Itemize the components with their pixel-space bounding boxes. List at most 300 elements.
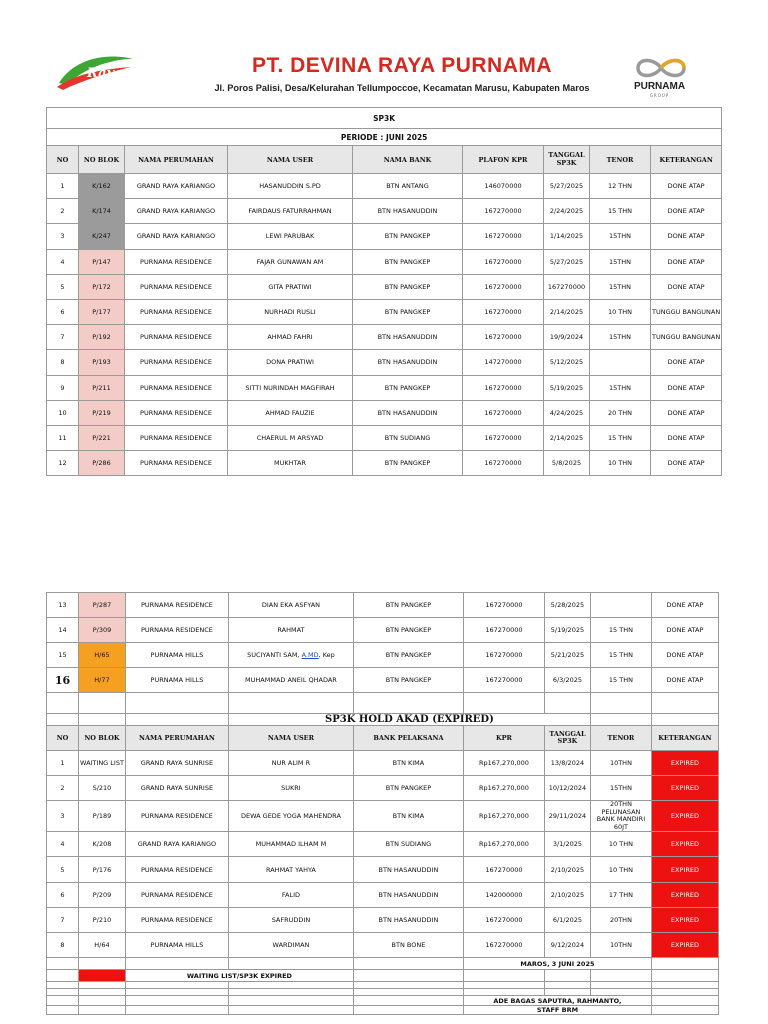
raya-logo: [55, 53, 135, 91]
cell-tenor: 20THN: [590, 907, 651, 932]
sp3k-table: [46, 107, 722, 476]
cell-keterangan: EXPIRED: [651, 832, 718, 857]
cell-tanggal-sp3k: 4/24/2025: [544, 400, 590, 425]
cell-tanggal-sp3k: 2/10/2025: [544, 857, 590, 882]
cell-nama-user: FALID: [228, 882, 353, 907]
cell-nama-user: [228, 643, 353, 668]
empty-cell: [79, 693, 126, 714]
cell-tenor: 10 THN: [590, 857, 651, 882]
cell-nama-user: NUR ALIM R: [228, 751, 353, 776]
cell-no-blok: P/210: [79, 907, 126, 932]
table-row: [47, 425, 722, 450]
cell-no: 6: [47, 299, 79, 324]
cell-bank: BTN PANGKEP: [353, 249, 463, 274]
cell-nama-perumahan: PURNAMA RESIDENCE: [125, 350, 228, 375]
cell-kpr: 167270000: [463, 451, 544, 476]
company-address: Jl. Poros Palisi, Desa/Kelurahan Tellumpoccoe, Kecamatan Marusu, Kabupaten Maros: [214, 83, 590, 93]
cell-tenor: 20 THN: [590, 400, 651, 425]
table-row: [47, 400, 722, 425]
cell-nama-perumahan: PURNAMA RESIDENCE: [125, 325, 228, 350]
col-header: NO: [47, 146, 79, 174]
cell-bank: BTN PANGKEP: [353, 451, 463, 476]
empty-cell: [651, 982, 718, 989]
cell-nama-user: SITTI NURINDAH MAGFIRAH: [228, 375, 353, 400]
empty-cell: [353, 996, 463, 1006]
cell-nama-perumahan: PURNAMA RESIDENCE: [125, 451, 228, 476]
empty-cell: [353, 982, 463, 989]
cell-nama-perumahan: PURNAMA RESIDENCE: [125, 618, 228, 643]
empty-cell: [125, 982, 228, 989]
empty-cell: [228, 958, 353, 970]
cell-kpr: Rp167,270,000: [463, 776, 544, 801]
cell-keterangan: TUNGGU BANGUNAN: [651, 299, 722, 324]
cell-tenor: 15THN: [590, 325, 651, 350]
cell-tenor: 15THN: [590, 224, 651, 249]
cell-kpr: Rp167,270,000: [463, 751, 544, 776]
signatory-names: ADE BAGAS SAPUTRA, RAHMANTO,: [463, 996, 651, 1006]
cell-no-blok: P/192: [79, 325, 125, 350]
cell-nama-perumahan: GRAND RAYA KARIANGO: [125, 832, 228, 857]
cell-tanggal-sp3k: 5/19/2025: [544, 618, 590, 643]
cell-nama-user: MUHAMMAD ANEIL QHADAR: [228, 668, 353, 693]
table-row: [47, 751, 719, 776]
raya-logo-text: Raya: [87, 66, 123, 81]
empty-cell: [47, 958, 79, 970]
table-row: [47, 801, 719, 832]
cell-tenor: 15THN: [590, 249, 651, 274]
empty-cell: [590, 982, 651, 989]
cell-keterangan: DONE ATAP: [651, 643, 718, 668]
cell-keterangan: DONE ATAP: [651, 274, 722, 299]
empty-cell: [79, 714, 126, 726]
empty-cell: [651, 1006, 718, 1015]
infinity-icon: [632, 56, 690, 80]
cell-tanggal-sp3k: 6/1/2025: [544, 907, 590, 932]
empty-cell: [463, 693, 544, 714]
cell-nama-user: LEWI PARUBAK: [228, 224, 353, 249]
cell-nama-user: RAHMAT: [228, 618, 353, 643]
sp3k-continued-table: [46, 592, 719, 1015]
cell-nama-perumahan: PURNAMA RESIDENCE: [125, 375, 228, 400]
table-row: [47, 249, 722, 274]
cell-tenor: 15 THN: [590, 668, 651, 693]
empty-cell: [79, 982, 126, 989]
cell-tanggal-sp3k: 5/8/2025: [544, 451, 590, 476]
cell-keterangan: EXPIRED: [651, 776, 718, 801]
cell-nama-user: SUKRI: [228, 776, 353, 801]
cell-no: 1: [47, 174, 79, 199]
cell-no: 15: [47, 643, 79, 668]
empty-cell: [544, 693, 590, 714]
legend-row: [47, 970, 719, 982]
table-row: [47, 299, 722, 324]
cell-bank: BTN PANGKEP: [353, 776, 463, 801]
cell-bank: BTN PANGKEP: [353, 593, 463, 618]
hold-title-row: [47, 714, 719, 726]
signatory-role-row: [47, 1006, 719, 1015]
cell-no-blok: H/77: [79, 668, 126, 693]
empty-cell: [47, 982, 79, 989]
legend-label: WAITING LIST/SP3K EXPIRED: [125, 970, 353, 982]
empty-cell: [651, 958, 718, 970]
user-degree-link[interactable]: A.MD: [301, 651, 319, 659]
cell-tenor: 15 THN: [590, 199, 651, 224]
col-header: NAMA PERUMAHAN: [125, 146, 228, 174]
hold-section-title: SP3K HOLD AKAD (EXPIRED): [228, 714, 590, 726]
empty-cell: [463, 970, 544, 982]
table-row: [47, 882, 719, 907]
cell-no: 8: [47, 350, 79, 375]
letterhead: [47, 48, 722, 106]
col-header: NO BLOK: [79, 726, 126, 751]
empty-cell: [125, 714, 228, 726]
empty-cell: [651, 714, 718, 726]
legend-red-swatch: [79, 970, 126, 982]
cell-nama-user: RAHMAT YAHYA: [228, 857, 353, 882]
cell-keterangan: DONE ATAP: [651, 199, 722, 224]
table-row: [47, 375, 722, 400]
cell-nama-user: DONA PRATIWI: [228, 350, 353, 375]
footer-date-row: [47, 958, 719, 970]
table-row: [47, 325, 722, 350]
cell-keterangan: EXPIRED: [651, 882, 718, 907]
cell-tanggal-sp3k: 19/9/2024: [544, 325, 590, 350]
cell-keterangan: DONE ATAP: [651, 400, 722, 425]
cell-kpr: 146070000: [463, 174, 544, 199]
cell-bank: BTN HASANUDDIN: [353, 857, 463, 882]
cell-no-blok: K/208: [79, 832, 126, 857]
empty-cell: [125, 958, 228, 970]
signatory-role: STAFF BRM: [463, 1006, 651, 1015]
cell-no: 2: [47, 199, 79, 224]
empty-cell: [228, 982, 353, 989]
cell-bank: BTN HASANUDDIN: [353, 907, 463, 932]
cell-keterangan: DONE ATAP: [651, 668, 718, 693]
spacer-row: [47, 693, 719, 714]
col-header: NO BLOK: [79, 146, 125, 174]
cell-bank: BTN ANTANG: [353, 174, 463, 199]
cell-keterangan: DONE ATAP: [651, 174, 722, 199]
cell-no: 12: [47, 451, 79, 476]
col-header: NAMA PERUMAHAN: [125, 726, 228, 751]
cell-kpr: 167270000: [463, 249, 544, 274]
empty-cell: [590, 714, 651, 726]
table-row: [47, 907, 719, 932]
cell-nama-user: MUKHTAR: [228, 451, 353, 476]
cell-tenor: 15 THN: [590, 618, 651, 643]
cell-no-blok: P/177: [79, 299, 125, 324]
cell-no-blok: P/193: [79, 350, 125, 375]
cell-kpr: 167270000: [463, 375, 544, 400]
cell-nama-perumahan: GRAND RAYA KARIANGO: [125, 199, 228, 224]
cell-nama-user: FAJAR GUNAWAN AM: [228, 249, 353, 274]
cell-no-blok: K/247: [79, 224, 125, 249]
cell-tenor: 10THN: [590, 933, 651, 958]
table-row: [47, 174, 722, 199]
cell-bank: BTN PANGKEP: [353, 224, 463, 249]
cell-nama-user: SAFRUDDIN: [228, 907, 353, 932]
empty-cell: [228, 1006, 353, 1015]
cell-no: 16: [47, 668, 79, 693]
cell-bank: BTN BONE: [353, 933, 463, 958]
cell-no-blok: K/162: [79, 174, 125, 199]
cell-no: 5: [47, 274, 79, 299]
cell-bank: BTN KIMA: [353, 801, 463, 832]
user-name-part: SUCIYANTI SAM,: [247, 651, 302, 659]
cell-nama-perumahan: PURNAMA HILLS: [125, 933, 228, 958]
cell-nama-perumahan: PURNAMA RESIDENCE: [125, 299, 228, 324]
cell-tenor: 15THN: [590, 375, 651, 400]
col-header: TANGGAL SP3K: [544, 726, 590, 751]
cell-nama-perumahan: GRAND RAYA KARIANGO: [125, 174, 228, 199]
table-row: [47, 643, 719, 668]
cell-nama-user: CHAERUL M ARSYAD: [228, 425, 353, 450]
cell-tanggal-sp3k: 5/19/2025: [544, 375, 590, 400]
cell-nama-user: GITA PRATIWI: [228, 274, 353, 299]
cell-keterangan: EXPIRED: [651, 801, 718, 832]
cell-tanggal-sp3k: 5/21/2025: [544, 643, 590, 668]
cell-kpr: 167270000: [463, 618, 544, 643]
cell-kpr: 167270000: [463, 907, 544, 932]
cell-kpr: 167270000: [463, 199, 544, 224]
cell-tenor: 12 THN: [590, 174, 651, 199]
cell-tanggal-sp3k: 5/28/2025: [544, 593, 590, 618]
cell-no-blok: P/221: [79, 425, 125, 450]
col-header: KETERANGAN: [651, 726, 718, 751]
report-period: PERIODE : JUNI 2025: [47, 129, 722, 146]
report-title: SP3K: [47, 108, 722, 129]
cell-nama-user: WARDIMAN: [228, 933, 353, 958]
empty-cell: [79, 1006, 126, 1015]
empty-cell: [79, 989, 126, 996]
cell-no: 11: [47, 425, 79, 450]
cell-kpr: 167270000: [463, 857, 544, 882]
cell-nama-user: NURHADI RUSLI: [228, 299, 353, 324]
cell-tanggal-sp3k: 3/1/2025: [544, 832, 590, 857]
hold-header-row: [47, 726, 719, 751]
table-row: [47, 776, 719, 801]
cell-no-blok: K/174: [79, 199, 125, 224]
cell-no: 6: [47, 882, 79, 907]
cell-no: 9: [47, 375, 79, 400]
cell-nama-perumahan: GRAND RAYA SUNRISE: [125, 751, 228, 776]
cell-tenor: 17 THN: [590, 882, 651, 907]
col-header: TANGGAL SP3K: [544, 146, 590, 174]
cell-tenor: [590, 593, 651, 618]
cell-bank: BTN PANGKEP: [353, 618, 463, 643]
empty-cell: [590, 693, 651, 714]
cell-kpr: 167270000: [463, 668, 544, 693]
cell-tanggal-sp3k: 13/8/2024: [544, 751, 590, 776]
purnama-logo-sub: GROUP: [649, 93, 670, 98]
cell-tenor: 10 THN: [590, 451, 651, 476]
purnama-logo-text: PURNAMA: [633, 81, 686, 92]
purnama-logo: [627, 54, 692, 100]
cell-keterangan: DONE ATAP: [651, 375, 722, 400]
cell-kpr: 167270000: [463, 274, 544, 299]
cell-kpr: 167270000: [463, 224, 544, 249]
table-row: [47, 668, 719, 693]
empty-cell: [47, 1006, 79, 1015]
cell-no-blok: S/210: [79, 776, 126, 801]
cell-tanggal-sp3k: 9/12/2024: [544, 933, 590, 958]
cell-no-blok: P/286: [79, 451, 125, 476]
table-row: [47, 350, 722, 375]
cell-no: 3: [47, 801, 79, 832]
col-header: NAMA USER: [228, 726, 353, 751]
cell-nama-perumahan: PURNAMA RESIDENCE: [125, 425, 228, 450]
cell-tenor: 20THN PELUNASAN BANK MANDIRI 60JT: [590, 801, 651, 832]
empty-cell: [228, 996, 353, 1006]
empty-cell: [125, 996, 228, 1006]
empty-cell: [651, 693, 718, 714]
cell-nama-perumahan: PURNAMA RESIDENCE: [125, 274, 228, 299]
cell-bank: BTN PANGKEP: [353, 375, 463, 400]
empty-cell: [125, 1006, 228, 1015]
table-row: [47, 451, 722, 476]
cell-bank: BTN PANGKEP: [353, 299, 463, 324]
cell-nama-perumahan: PURNAMA HILLS: [125, 643, 228, 668]
cell-keterangan: TUNGGU BANGUNAN: [651, 325, 722, 350]
cell-no-blok: P/209: [79, 882, 126, 907]
table-row: [47, 933, 719, 958]
empty-cell: [228, 693, 353, 714]
cell-no-blok: H/65: [79, 643, 126, 668]
cell-tanggal-sp3k: 5/27/2025: [544, 174, 590, 199]
col-header: TENOR: [590, 146, 651, 174]
table-row: [47, 199, 722, 224]
cell-no-blok: H/64: [79, 933, 126, 958]
cell-no: 10: [47, 400, 79, 425]
cell-kpr: 167270000: [463, 643, 544, 668]
cell-keterangan: DONE ATAP: [651, 451, 722, 476]
table-row: [47, 274, 722, 299]
empty-cell: [353, 989, 463, 996]
cell-bank: BTN HASANUDDIN: [353, 199, 463, 224]
cell-tanggal-sp3k: 6/3/2025: [544, 668, 590, 693]
col-header: NAMA USER: [228, 146, 353, 174]
empty-cell: [47, 970, 79, 982]
cell-no-blok: P/172: [79, 274, 125, 299]
cell-keterangan: EXPIRED: [651, 857, 718, 882]
cell-tenor: 15 THN: [590, 643, 651, 668]
cell-tanggal-sp3k: 10/12/2024: [544, 776, 590, 801]
table-row: [47, 618, 719, 643]
table-row: [47, 224, 722, 249]
cell-no-blok: P/287: [79, 593, 126, 618]
cell-keterangan: DONE ATAP: [651, 618, 718, 643]
cell-bank: BTN HASANUDDIN: [353, 400, 463, 425]
cell-keterangan: DONE ATAP: [651, 593, 718, 618]
empty-cell: [47, 989, 79, 996]
cell-tanggal-sp3k: 2/10/2025: [544, 882, 590, 907]
cell-kpr: 142000000: [463, 882, 544, 907]
cell-nama-perumahan: PURNAMA RESIDENCE: [125, 907, 228, 932]
cell-bank: BTN HASANUDDIN: [353, 325, 463, 350]
cell-no: 13: [47, 593, 79, 618]
cell-tanggal-sp3k: 167270000: [544, 274, 590, 299]
cell-nama-user: DEWA GEDE YOGA MAHENDRA: [228, 801, 353, 832]
cell-no: 8: [47, 933, 79, 958]
cell-tenor: 10 THN: [590, 299, 651, 324]
table-row: [47, 593, 719, 618]
company-name: PT. DEVINA RAYA PURNAMA: [251, 54, 553, 77]
cell-keterangan: DONE ATAP: [651, 224, 722, 249]
cell-tanggal-sp3k: 5/27/2025: [544, 249, 590, 274]
cell-nama-user: MUHAMMAD ILHAM M: [228, 832, 353, 857]
cell-nama-perumahan: PURNAMA RESIDENCE: [125, 593, 228, 618]
empty-cell: [463, 989, 544, 996]
cell-nama-perumahan: PURNAMA RESIDENCE: [125, 857, 228, 882]
empty-cell: [125, 693, 228, 714]
cell-tenor: 10 THN: [590, 832, 651, 857]
cell-kpr: 167270000: [463, 593, 544, 618]
cell-tanggal-sp3k: 1/14/2025: [544, 224, 590, 249]
cell-bank: BTN HASANUDDIN: [353, 882, 463, 907]
empty-cell: [353, 693, 463, 714]
empty-cell: [463, 982, 544, 989]
col-header: NO: [47, 726, 79, 751]
cell-nama-perumahan: PURNAMA RESIDENCE: [125, 400, 228, 425]
cell-no: 14: [47, 618, 79, 643]
cell-no: 7: [47, 325, 79, 350]
col-header: KPR: [463, 726, 544, 751]
cell-nama-user: AHMAD FAHRI: [228, 325, 353, 350]
cell-bank: BTN KIMA: [353, 751, 463, 776]
cell-no-blok: P/176: [79, 857, 126, 882]
cell-keterangan: DONE ATAP: [651, 350, 722, 375]
empty-cell: [590, 989, 651, 996]
cell-no-blok: P/211: [79, 375, 125, 400]
cell-kpr: 167270000: [463, 325, 544, 350]
cell-no-blok: P/189: [79, 801, 126, 832]
cell-bank: BTN PANGKEP: [353, 643, 463, 668]
empty-row: [47, 989, 719, 996]
empty-cell: [47, 714, 79, 726]
cell-keterangan: DONE ATAP: [651, 425, 722, 450]
cell-tanggal-sp3k: 5/12/2025: [544, 350, 590, 375]
cell-tenor: 15THN: [590, 274, 651, 299]
empty-cell: [353, 970, 463, 982]
cell-kpr: 167270000: [463, 400, 544, 425]
user-name-suffix: , Kep: [318, 651, 335, 659]
empty-cell: [544, 982, 590, 989]
empty-cell: [353, 958, 463, 970]
cell-no: 5: [47, 857, 79, 882]
cell-kpr: 147270000: [463, 350, 544, 375]
cell-tenor: 15THN: [590, 776, 651, 801]
cell-no: 7: [47, 907, 79, 932]
cell-tanggal-sp3k: 2/24/2025: [544, 199, 590, 224]
cell-nama-user: AHMAD FAUZIE: [228, 400, 353, 425]
cell-tenor: 10THN: [590, 751, 651, 776]
col-header: PLAFON KPR: [463, 146, 544, 174]
cell-kpr: 167270000: [463, 933, 544, 958]
cell-no-blok: P/309: [79, 618, 126, 643]
cell-no: 2: [47, 776, 79, 801]
table-row: [47, 857, 719, 882]
empty-cell: [651, 996, 718, 1006]
empty-cell: [228, 989, 353, 996]
cell-bank: BTN SUDIANG: [353, 425, 463, 450]
cell-nama-user: DIAN EKA ASFYAN: [228, 593, 353, 618]
empty-row: [47, 982, 719, 989]
table-header-row: [47, 146, 722, 174]
cell-bank: BTN HASANUDDIN: [353, 350, 463, 375]
cell-tanggal-sp3k: 2/14/2025: [544, 425, 590, 450]
empty-cell: [544, 970, 590, 982]
place-date: MAROS, 3 JUNI 2025: [463, 958, 651, 970]
